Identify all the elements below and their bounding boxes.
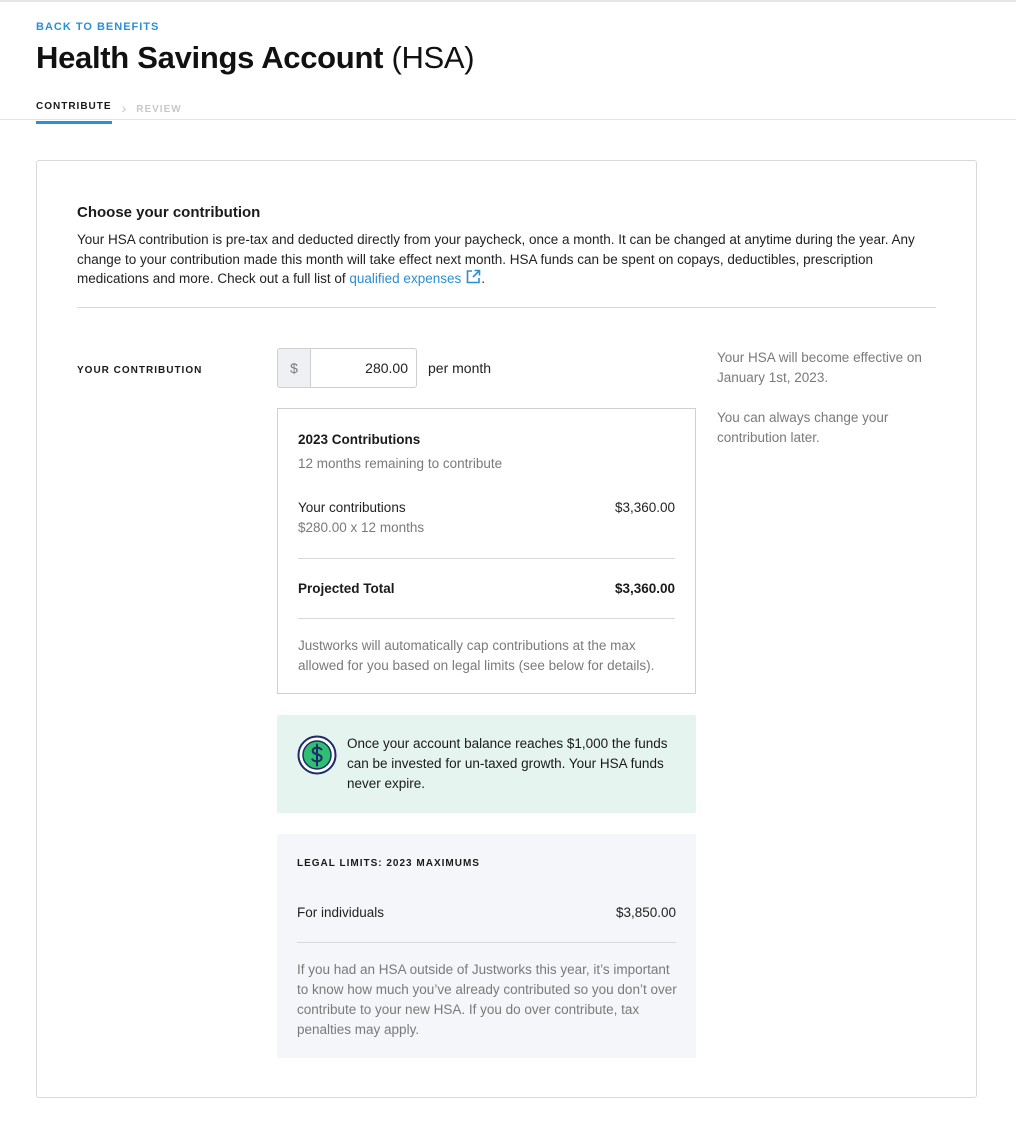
- step-review: REVIEW: [136, 104, 182, 115]
- projected-total-value: $3,360.00: [614, 581, 675, 596]
- contribution-card: [36, 160, 977, 1098]
- back-to-benefits-link[interactable]: BACK TO BENEFITS: [36, 21, 160, 33]
- qualified-expenses-link[interactable]: [349, 271, 481, 286]
- cap-note: Justworks will automatically cap contributions at the max allowed for you based on legal limits (see below for details).: [298, 638, 655, 673]
- stepper: [36, 101, 182, 118]
- contribution-amount-group: [277, 348, 491, 388]
- intro-body: Your HSA contribution is pre-tax and deducted directly from your paycheck, once a month. It can be changed at anytime during the year. Any change to your contribution made this month will take effect next month. HSA funds can be spent on copays, deductibles, prescription medications and more. Check out a full list of: [77, 232, 915, 286]
- contributions-summary: [277, 408, 696, 694]
- your-contributions-value: $3,360.00: [614, 500, 675, 515]
- investment-info-banner: [277, 715, 696, 813]
- summary-title: 2023 Contributions: [298, 432, 421, 447]
- top-border: [0, 0, 1016, 2]
- summary-subtitle: 12 months remaining to contribute: [298, 456, 503, 471]
- step-contribute[interactable]: CONTRIBUTE: [36, 101, 112, 118]
- change-later-note: You can always change your contribution later.: [717, 410, 889, 445]
- legal-limits-title: LEGAL LIMITS: 2023 MAXIMUMS: [297, 858, 480, 869]
- external-link-icon: [465, 269, 481, 285]
- individual-limit-label: For individuals: [297, 905, 385, 920]
- summary-divider: [298, 558, 675, 559]
- page-title-abbrev: (HSA): [391, 40, 475, 75]
- your-contribution-label: YOUR CONTRIBUTION: [77, 365, 203, 376]
- per-month-label: per month: [428, 360, 492, 376]
- page-title: [36, 40, 474, 76]
- intro-period: .: [481, 271, 485, 286]
- projected-total-label: Projected Total: [298, 581, 395, 596]
- stepper-divider: [0, 119, 1016, 120]
- dollar-coin-icon: [297, 735, 337, 775]
- effective-date-note: Your HSA will become effective on January 1st, 2023.: [717, 350, 922, 385]
- chevron-right-icon: ›: [121, 99, 128, 116]
- your-contributions-label: Your contributions: [298, 500, 406, 515]
- limits-divider: [297, 942, 676, 943]
- intro-text: [77, 230, 947, 289]
- page-title-main: Health Savings Account: [36, 40, 384, 75]
- legal-limits-panel: [277, 834, 696, 1058]
- investment-info-text: Once your account balance reaches $1,000 the funds can be invested for un-taxed growth. Your HSA funds never expire.: [347, 736, 668, 791]
- section-heading: Choose your contribution: [77, 204, 261, 221]
- summary-divider: [298, 618, 675, 619]
- qualified-expenses-link-text: qualified expenses: [349, 271, 462, 286]
- individual-limit-value: $3,850.00: [615, 905, 676, 920]
- contributions-calculation: $280.00 x 12 months: [298, 520, 425, 535]
- currency-prefix: $: [277, 348, 310, 388]
- section-divider: [77, 307, 936, 308]
- contribution-amount-input[interactable]: [310, 348, 417, 388]
- limits-note: If you had an HSA outside of Justworks this year, it’s important to know how much you’ve already contributed so you don’t over contribute to your new HSA. If you do over contribute, tax penalties may apply.: [297, 962, 677, 1037]
